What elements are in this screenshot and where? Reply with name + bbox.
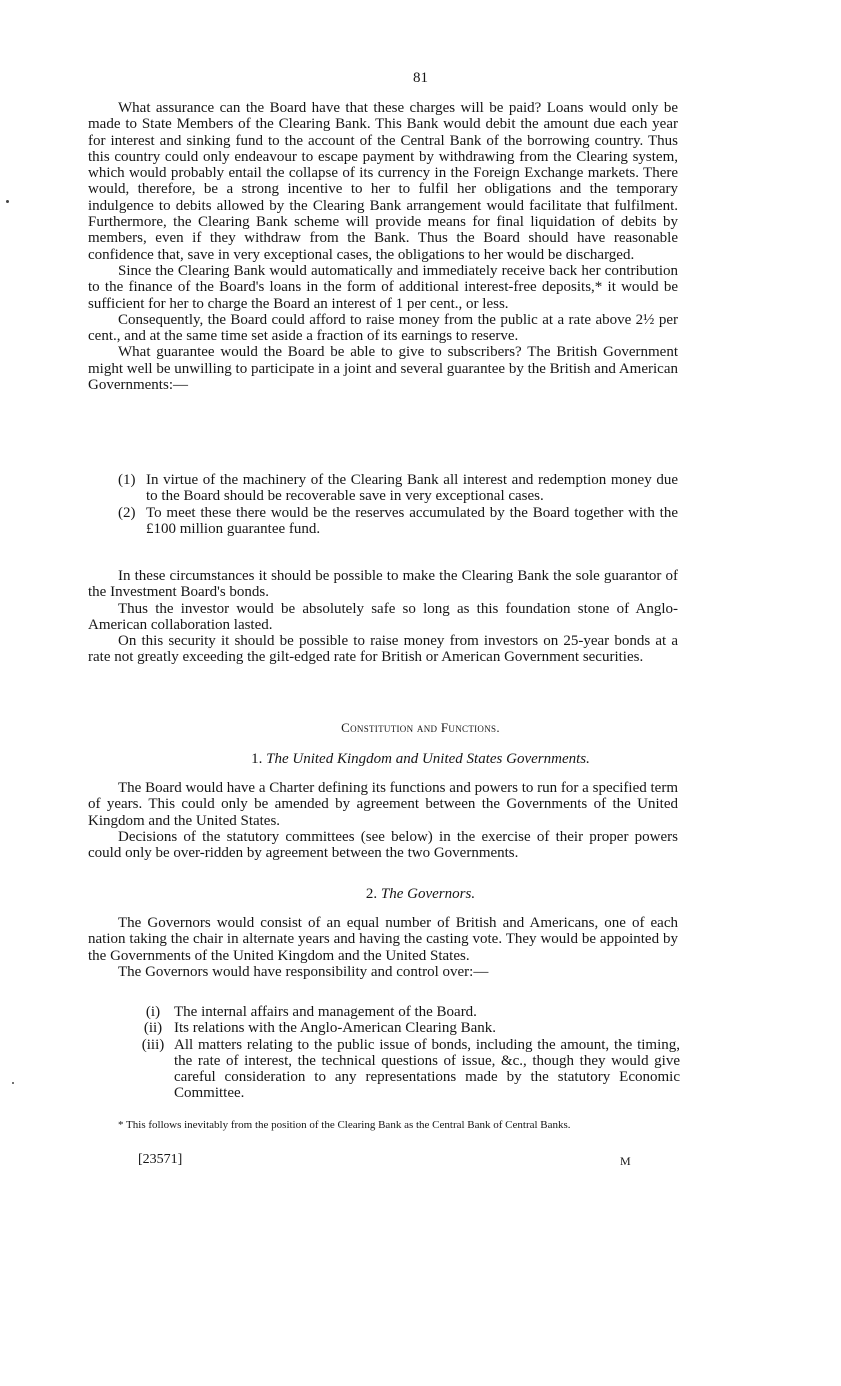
- list-item-number: (2): [118, 504, 136, 521]
- page-number: 81: [413, 70, 428, 86]
- list-item-number: (1): [118, 472, 136, 488]
- list-item: [132, 1037, 680, 1102]
- governors-list: [132, 1004, 680, 1102]
- list-item-number: (iii): [141, 1036, 165, 1053]
- conclusion-text-block: [88, 568, 678, 666]
- subsection-2-text: The Governors.: [380, 886, 476, 902]
- subsection-1-number: 1.: [251, 751, 263, 767]
- subsection-2-title: [0, 886, 841, 903]
- list-item-text: To meet these there would be the reserves accumulated by the Board together with the £100 million guarantee fund.: [146, 504, 678, 537]
- paragraph-governors-composition: The Governors would consist of an equal number of British and Americans, one of each nation taking the chair in alternate years and having the casting vote. They would be appointed by the Governments of the United Kingdom and the United States.: [88, 915, 678, 964]
- paragraph-charter: The Board would have a Charter defining its functions and powers to run for a specified term of years. This could only be amended by agreement between the Governments of the United Kingdom and the United States.: [88, 780, 678, 829]
- list-item-text: All matters relating to the public issue of bonds, including the amount, the timing, the rate of interest, the technical questions of issue, &c., though they would give careful consideration to any representations made by the statutory Economic Committee.: [174, 1036, 680, 1102]
- section-heading: [0, 720, 841, 736]
- paragraph-sole-guarantor: In these circumstances it should be possible to make the Clearing Bank the sole guarantor of the Investment Board's bonds.: [88, 568, 678, 601]
- paragraph-committees: Decisions of the statutory committees (see below) in the exercise of their proper powers could only be over-ridden by agreement between the two Governments.: [88, 828, 678, 862]
- list-item-text: Its relations with the Anglo-American Clearing Bank.: [174, 1020, 497, 1037]
- print-code: [23571]: [138, 1152, 183, 1167]
- paragraph-assurance: What assurance can the Board have that these charges will be paid? Loans would only be made to State Members of the Clearing Bank. This Bank would debit the amount due each year for interest and sinking fund to the account of the Central Bank of the borrowing country. Thus this country could only endeavour to escape payment by withdrawing from the Clearing system, which would probably entail the collapse of its currency in the Foreign Exchange markets. There would, therefore, be a strong incentive to her to fulfil her obligations and the temporary indulgence to debits allowed by the Clearing Bank arrangement would facilitate that fulfilment. Furthermore, the Clearing Bank scheme will provide means for final liquidation of debits by members, even if they withdraw from the Bank. Thus the Board should have reasonable confidence that, save in very exceptional cases, the obligations to her would be discharged.: [88, 100, 678, 263]
- paragraph-bond-rate: On this security it should be possible to raise money from investors on 25-year bonds at a rate not greatly exceeding the gilt-edged rate for British or American Government securities.: [88, 633, 678, 666]
- scan-speck: [6, 200, 9, 203]
- list-item: [132, 1004, 680, 1020]
- paragraph-governors-control: The Governors would have responsibility and control over:—: [118, 963, 489, 980]
- subsection-1-text-block: [88, 780, 678, 861]
- list-item: [118, 505, 678, 538]
- paragraph-guarantee-question: What guarantee would the Board be able to give to subscribers? The British Government might well be unwilling to participate in a joint and several guarantee by the British and American Governments:—: [88, 344, 678, 394]
- list-item-number: (i): [145, 1004, 161, 1020]
- scan-speck: [12, 1082, 14, 1084]
- list-item: [118, 472, 678, 505]
- paragraph-investor-safe: Thus the investor would be absolutely safe so long as this foundation stone of Anglo-American collaboration lasted.: [88, 600, 678, 633]
- paragraph-raise-money: Consequently, the Board could afford to raise money from the public at a rate above 2½ per cent., and at the same time set aside a fraction of its earnings to reserve.: [88, 311, 678, 345]
- subsection-2-text-block: [88, 915, 678, 980]
- footnote: [88, 1118, 682, 1132]
- list-item: [132, 1020, 680, 1036]
- subsection-1-title: [0, 751, 841, 768]
- footnote-text: * This follows inevitably from the position of the Clearing Bank as the Central Bank of Central Banks.: [118, 1119, 571, 1131]
- section-heading-text: Constitution and Functions.: [341, 720, 500, 735]
- subsection-1-text: The United Kingdom and United States Governments.: [266, 751, 590, 767]
- paragraph-clearing-bank-interest: Since the Clearing Bank would automatically and immediately receive back her contribution to the finance of the Board's loans in the form of additional interest-free deposits,* it would be sufficient for her to charge the Board an interest of 1 per cent., or less.: [88, 262, 678, 312]
- guarantee-list: [118, 472, 678, 537]
- list-item-number: (ii): [143, 1020, 163, 1037]
- intro-text-block: [88, 100, 678, 393]
- subsection-2-number: 2.: [365, 886, 378, 902]
- signature-mark: M: [620, 1154, 631, 1168]
- list-item-text: In virtue of the machinery of the Clearing Bank all interest and redemption money due to the Board should be recoverable save in very exceptional cases.: [146, 472, 678, 505]
- list-item-text: The internal affairs and management of the Board.: [174, 1004, 477, 1020]
